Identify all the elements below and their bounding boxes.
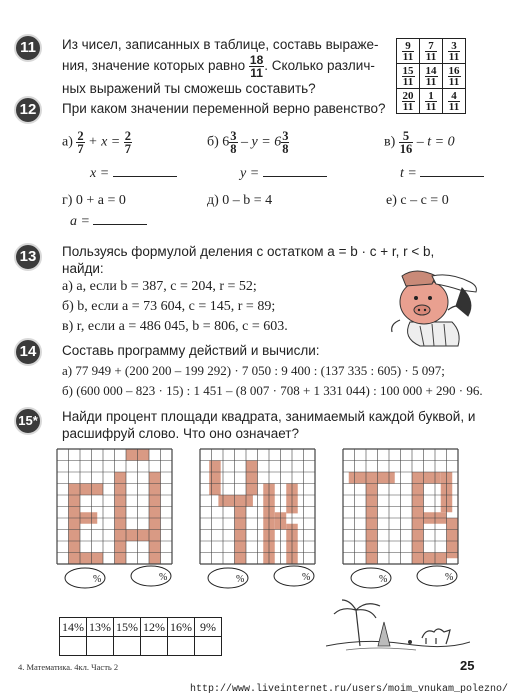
fraction: $\frac{7}{11}$ — [425, 39, 437, 63]
task-line: ных выражений ты сможешь составить? — [62, 81, 316, 96]
task-14-a: а) 77 949 + (200 200 – 199 292) · 7 050 : 9 400 : (137 335 : 605) · 5 097; — [62, 363, 445, 378]
letter-shape — [349, 472, 395, 484]
percent-table — [59, 617, 222, 656]
answer-cell[interactable] — [60, 637, 87, 656]
letter-shape — [235, 507, 247, 565]
task-13-c: в) r, если a = 486 045, b = 806, c = 603. — [62, 319, 288, 334]
task-number: 15* — [18, 413, 38, 428]
task-number: 14 — [19, 343, 37, 360]
percent-sign: % — [445, 572, 454, 583]
task-13-a: а) a, если b = 387, c = 204, r = 52; — [62, 279, 257, 294]
letter-shape — [209, 461, 221, 496]
percent-cell: 15% — [114, 618, 141, 637]
fraction: $\frac{20}{11}$ — [402, 89, 414, 113]
letter-shape — [366, 484, 378, 565]
percent-cell: 16% — [168, 618, 195, 637]
task-12-text: При каком значении переменной верно равенство? — [62, 101, 386, 116]
task-13-b: б) b, если a = 73 604, c = 145, r = 89; — [62, 299, 276, 314]
answer-cell[interactable] — [141, 637, 168, 656]
percent-cell: 9% — [195, 618, 222, 637]
desert-illustration — [326, 598, 470, 652]
task-line: Из чисел, записанных в таблице, составь выраже- — [62, 37, 379, 52]
fraction: $\frac{15}{11}$ — [402, 64, 414, 88]
table-row — [60, 618, 222, 637]
task-14-b: б) (600 000 – 823 · 15) : 1 451 – (8 007 · 708 + 1 331 044) : 100 000 + 290 · 96. — [62, 383, 483, 398]
percent-sign: % — [379, 574, 388, 585]
equation-c: в) $\frac{5}{16}$ – t = 0 — [384, 129, 455, 156]
percent-sign: % — [236, 574, 245, 585]
letter-grid — [57, 449, 172, 588]
task-15-text: Найди процент площади квадрата, занимаемый каждой буквой, и расшифруй слово. Что оно означает? — [62, 409, 476, 441]
equation-b: б) 6 $\frac{3}{8}$ – y = 6 $\frac{3}{8}$ — [207, 129, 289, 156]
equation-e: е) c – c = 0 — [386, 193, 449, 208]
answer-cell[interactable] — [168, 637, 195, 656]
task-13-text: Пользуясь формулой деления с остатком a = b · c + r, r < b, найди: — [62, 244, 435, 276]
percent-sign: % — [93, 574, 102, 585]
fraction: $\frac{9}{11}$ — [402, 39, 414, 63]
percent-cell: 12% — [141, 618, 168, 637]
equation-g: г) 0 + a = 0 — [62, 193, 126, 208]
percent-cell: 13% — [87, 618, 114, 637]
footer-text: 4. Математика. 4кл. Часть 2 — [18, 662, 119, 672]
letter-grid — [200, 449, 315, 588]
letter-grid — [343, 449, 458, 588]
fraction: $\frac{14}{11}$ — [425, 64, 437, 88]
source-url: http://www.liveinternet.ru/users/moim_vnukam_polezno/ — [190, 684, 509, 695]
equation-d: д) 0 – b = 4 — [207, 193, 273, 208]
fraction: $\frac{4}{11}$ — [448, 89, 460, 113]
letter-shape — [218, 495, 253, 507]
task-text: ния, значение которых равно — [62, 58, 246, 74]
percent-sign: % — [302, 572, 311, 583]
equation-a: а) $\frac{2}{7}$ + x = $\frac{2}{7}$ — [62, 129, 131, 156]
answer-x: x = — [90, 164, 177, 182]
letter-shape — [424, 472, 441, 484]
percent-sign: % — [159, 572, 168, 583]
task-text: . Сколько различ- — [264, 58, 375, 74]
fraction: $\frac{18}{11}$ — [249, 53, 264, 80]
answer-y: y = — [240, 164, 327, 182]
fraction: $\frac{16}{11}$ — [448, 64, 460, 88]
page-number: 25 — [460, 658, 475, 673]
answer-a: a = — [70, 212, 147, 230]
answer-cell[interactable] — [195, 637, 222, 656]
answer-cell[interactable] — [114, 637, 141, 656]
fraction: $\frac{3}{11}$ — [448, 39, 460, 63]
letter-shape — [69, 484, 81, 565]
task-number: 13 — [19, 248, 37, 265]
letter-shape — [246, 461, 258, 496]
task-number: 12 — [19, 101, 37, 118]
percent-cell: 14% — [60, 618, 87, 637]
task-number: 11 — [20, 39, 36, 56]
fraction: $\frac{1}{11}$ — [425, 89, 437, 113]
answer-t: t = — [400, 164, 484, 182]
table-row — [60, 637, 222, 656]
task-14-text: Составь программу действий и вычисли: — [62, 343, 320, 358]
answer-cell[interactable] — [87, 637, 114, 656]
